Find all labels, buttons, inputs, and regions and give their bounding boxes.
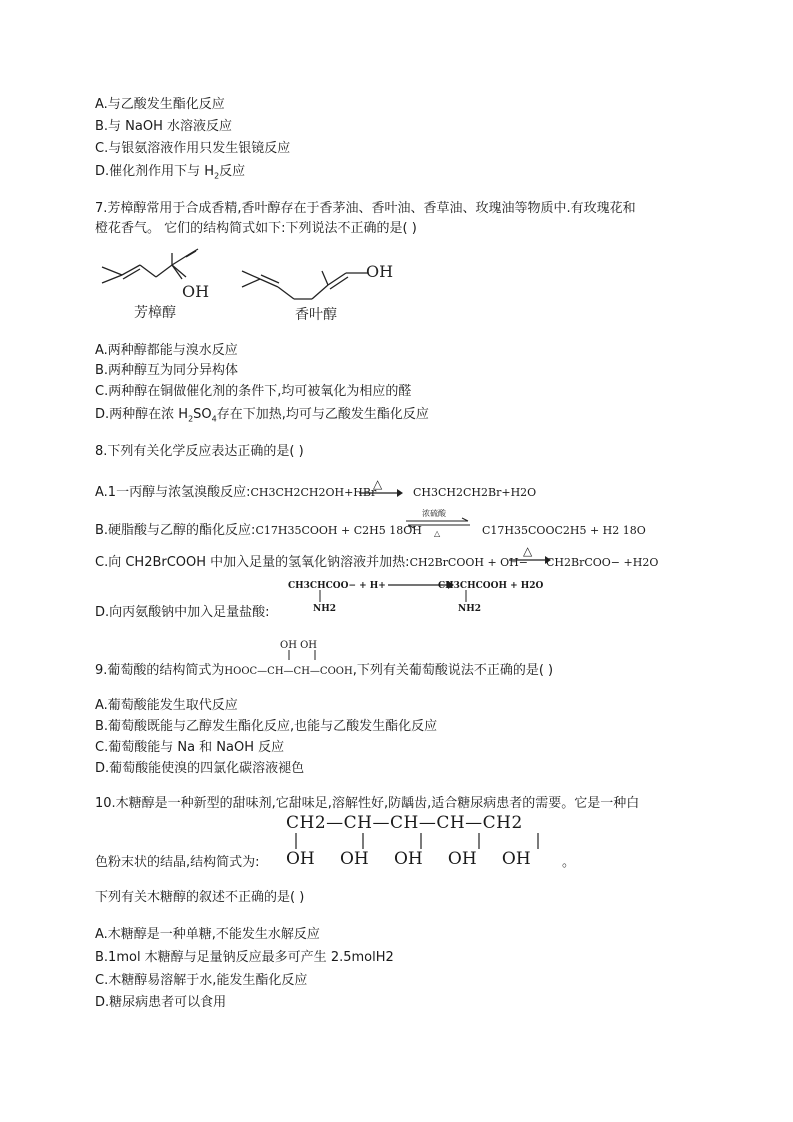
geraniol-structure xyxy=(242,271,368,299)
q7-stem-line2: 橙花香气。 它们的结构简式如下:下列说法不正确的是( ) xyxy=(95,221,417,236)
q6-option-a: A.与乙酸发生酯化反应 xyxy=(95,97,225,112)
q7-option-c: C.两种醇在铜做催化剂的条件下,均可被氧化为相应的醛 xyxy=(95,384,412,399)
q8-d-reactant-nh2: NH2 xyxy=(313,604,336,614)
q8-b-reactants: C17H35COOH + C2H5 18OH xyxy=(255,524,422,537)
q10-option-c: C.木糖醇易溶解于水,能发生酯化反应 xyxy=(95,973,308,988)
q8-a-arrow xyxy=(357,478,405,500)
q8-stem: 8.下列有关化学反应表达正确的是( ) xyxy=(95,444,304,459)
q7-option-d: D.两种醇在浓 $H_2SO_4$存在下加热,均可与乙酸发生酯化反应 xyxy=(95,407,429,424)
linalool-structure xyxy=(102,249,198,283)
q8-option-a xyxy=(95,484,376,502)
q9-option-b: B.葡萄酸既能与乙醇发生酯化反应,也能与乙酸发生酯化反应 xyxy=(95,719,438,734)
q9-formula-bonds xyxy=(280,650,340,662)
q10-stem-period: 。 xyxy=(562,855,576,870)
q10-stem-line2: 色粉末状的结晶,结构简式为: xyxy=(95,855,260,870)
q6-option-c: C.与银氨溶液作用只发生银镜反应 xyxy=(95,141,291,156)
q10-stem-line3: 下列有关木糖醇的叙述不正确的是( ) xyxy=(95,890,305,905)
q9-stem-suffix: ,下列有关葡萄酸说法不正确的是( ) xyxy=(352,663,554,678)
q8-c-label: C.向 CH2BrCOOH 中加入足量的氢氧化钠溶液并加热: xyxy=(95,555,410,570)
q9-option-d: D.葡萄酸能使溴的四氯化碳溶液褪色 xyxy=(95,761,305,776)
q8-d-product-nh2: NH2 xyxy=(458,604,481,614)
q7-option-b: B.两种醇互为同分异构体 xyxy=(95,363,239,378)
q8-d-products: CH3CHCOOH + H2O xyxy=(438,581,544,591)
q8-b-condition-bottom: △ xyxy=(434,529,441,538)
q8-c-condition: △ xyxy=(523,545,533,558)
linalool-oh-label: OH xyxy=(182,282,210,301)
geraniol-oh-label: OH xyxy=(366,262,394,281)
q6-option-d: D.催化剂作用下与 $H_2$反应 xyxy=(95,164,246,181)
q8-c-products: CH2BrCOO− +H2O xyxy=(546,556,659,569)
q10-option-a: A.木糖醇是一种单糖,不能发生水解反应 xyxy=(95,927,320,942)
q8-option-c xyxy=(95,554,528,572)
q8-option-b xyxy=(95,522,422,540)
q9-option-a: A.葡萄酸能发生取代反应 xyxy=(95,698,238,713)
q8-b-equilibrium-arrow xyxy=(404,506,472,540)
q9-stem-prefix: 9.葡萄酸的结构简式为 xyxy=(95,663,225,678)
q10-option-d: D.糖尿病患者可以食用 xyxy=(95,995,227,1010)
q8-d-reactants: CH3CHCOO− + H+ xyxy=(288,581,386,591)
q8-b-label: B.硬脂酸与乙醇的酯化反应: xyxy=(95,523,256,538)
q9-formula: HOOC—CH—CH—COOH xyxy=(224,666,353,677)
q8-a-condition: △ xyxy=(373,478,383,491)
geraniol-name: 香叶醇 xyxy=(295,307,337,323)
q10-formula-chain: CH2—CH—CH—CH—CH2 xyxy=(286,813,523,833)
q8-option-d-label: D.向丙氨酸钠中加入足量盐酸: xyxy=(95,605,270,620)
linalool-name: 芳樟醇 xyxy=(134,305,176,321)
q9-formula-oh-groups: OH OH xyxy=(280,640,318,651)
q9-option-c: C.葡萄酸能与 Na 和 NaOH 反应 xyxy=(95,740,285,755)
q8-b-condition-top: 浓硫酸 xyxy=(422,509,446,518)
q7-structures xyxy=(90,245,410,325)
q8-c-reactants: CH2BrCOOH + OH− xyxy=(409,556,528,569)
q6-option-b: B.与 NaOH 水溶液反应 xyxy=(95,119,233,134)
q9-stem xyxy=(95,662,553,681)
q8-a-label: A.1一丙醇与浓氢溴酸反应: xyxy=(95,485,251,500)
q8-a-products: CH3CH2CH2Br+H2O xyxy=(413,486,537,499)
q8-b-products: C17H35COOC2H5 + H2 18O xyxy=(482,524,646,537)
q7-option-a: A.两种醇都能与溴水反应 xyxy=(95,343,238,358)
q7-stem-line1: 7.芳樟醇常用于合成香精,香叶醇存在于香茅油、香叶油、香草油、玫瑰油等物质中.有玫瑰花和 xyxy=(95,201,636,216)
q10-option-b: B.1mol 木糖醇与足量钠反应最多可产生 2.5molH2 xyxy=(95,950,394,965)
q8-a-reactants: CH3CH2CH2OH+HBr xyxy=(250,486,377,499)
q10-formula-oh-groups: OH OH OH OH OH xyxy=(286,849,531,869)
q10-stem-line1: 10.木糖醇是一种新型的甜味剂,它甜味足,溶解性好,防龋齿,适合糖尿病患者的需要。它是一种白 xyxy=(95,796,640,811)
